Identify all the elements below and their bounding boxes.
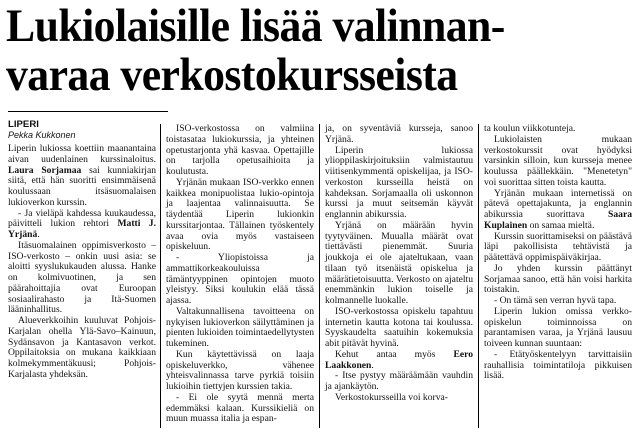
paragraph-text: Yrjänän mukaan ISO-verkko ennen kaikkea monipuolistaa lukio-opintoja ja laajentaa valinnaisuutta. Se täydentää Liperin lukionkin kurssitarjontaa. Tällainen työskentely avaa ovia myös vastaiseen opiskeluun. [166, 176, 314, 253]
headline-rule [8, 111, 168, 112]
paragraph-text-rest: sai kunniakirjan siitä, että hän suoritti ensimmäisenä koulussaan itsäsuomalaisen lukioverkon kurssin. [8, 164, 157, 208]
headline-line-1: Lukiolaisille lisää valinnan- [6, 0, 505, 52]
person-name: Laura Sorjamaa [8, 164, 82, 176]
paragraph-text: Liperin lukion omissa verkko-opiskelun toiminnoissa on parantamisen varaa, ja Yrjänä lausuu toiveen kunnan suuntaan: [484, 305, 632, 349]
article-column-3 [325, 124, 473, 404]
byline: Pekka Kukkonen [8, 130, 76, 140]
paragraph-text-rest: . [371, 359, 374, 371]
paragraph-text: - Etätyöskentelyyn tarvittaisiin rauhallisia toimintatiloja pikkuisen lisää. [484, 348, 632, 382]
paragraph-text: ISO-verkostossa on valmiina toistasataa lukiokurssia, ja yhteinen opetustarjonta yhä kasvaa. Opettajille on tarjolla opetusaihioita ja koulutusta. [166, 123, 314, 177]
paragraph [484, 307, 632, 350]
paragraph [8, 209, 156, 241]
paragraph-text-rest: . [37, 229, 40, 240]
paragraph-text: ta koulun viikkotunteja. [484, 123, 576, 134]
paragraph [325, 307, 473, 350]
paragraph-text: - Ei ole syytä mennä merta edemmäksi kalaan. Kurssikieliä on muun muassa italia ja espan- [166, 391, 314, 425]
paragraph [484, 232, 632, 264]
person-name: Eero Laakkonen [325, 348, 473, 371]
paragraph-text-rest: on samaa mieltä. [527, 219, 595, 231]
paragraph-text: Lukiolaisten mukaan verkostokurssit ovat hyödyksi varsinkin silloin, kun kursseja menee koulussa päällekkäin. "Menetetyn" voi suorittaa sitten toista kautta. [484, 133, 632, 188]
paragraph-text: Kehut antaa myös [335, 348, 454, 360]
column-divider-3 [478, 124, 479, 428]
person-name: Saara Kuplainen [484, 209, 632, 231]
paragraph [325, 124, 473, 146]
paragraph-text: ISO-verkostossa opiskelu tapahtuu internetin kautta kotona tai koulussa. Syyskaudelta saatuihin kokemuksia abit pitävät hyvinä. [325, 305, 473, 349]
paragraph [166, 178, 314, 253]
column-divider-1 [160, 124, 161, 428]
paragraph [166, 253, 314, 307]
paragraph-text: ja, on syventäviä kursseja, sanoo Yrjänä. [325, 123, 473, 145]
headline [6, 2, 592, 100]
paragraph-text: Liperin lukiossa koettiin maanantaina aivan uudenlainen kurssinaloitus. [8, 143, 156, 165]
paragraph-text: Valtakunnallisena tavoitteena on nykyisen lukioverkon säilyttäminen ja pienten lukioiden toimintaedellytysten tukeminen. [166, 305, 314, 349]
paragraph-text: - Itse pystyy määräämään vauhdin ja ajankäytön. [325, 370, 473, 392]
paragraph [325, 146, 473, 221]
article-column-1 [8, 120, 156, 381]
paragraph-text: Alueverkkoihin kuuluvat Pohjois-Karjalan ohella Ylä-Savo–Kainuun, Sydänsavon ja Kantasavon verkot. Oppilaitoksia on mukana kaikkiaan kolmekymmentäkuusi; Pohjois-Karjalasta yhdeksän. [8, 315, 156, 380]
paragraph [484, 350, 632, 382]
column-divider-2 [319, 124, 320, 428]
paragraph [166, 307, 314, 350]
paragraph [166, 393, 314, 425]
paragraph-text: Yrjänä on määrään hyvin tyytyväinen. Muualla määrät ovat tiettävästi pienemmät. Suuria joukkoja ei ole ajateltukaan, vaan tilaan työ itsenäistä opiskelua ja määrätietoisuutta. Verkosto on ajateltu enemmänkin lukion toiselle ja kolmannelle luokalle. [325, 219, 473, 306]
paragraph [484, 189, 632, 232]
paragraph-text: - Ja vieläpä kahdessa kuukaudessa, päivitteli lukion rehtori [8, 207, 156, 230]
paragraph [166, 124, 314, 178]
paragraph-text: Yrjänän mukaan internetissä on pätevä opettajakunta, ja englannin abikurssia suorittava [484, 187, 632, 220]
paragraph-text: Jo yhden kurssin päättänyt Sorjamaa sanoo, että hän voisi harkita toistakin. [484, 262, 632, 296]
paragraph-text: - Yliopistoissa ja ammattikorkeakouluissa tämäntyyppinen opintojen muoto yleistyy. Siksi koulukin elää tässä ajassa. [166, 252, 314, 306]
article-column-4 [484, 124, 632, 382]
paragraph [325, 350, 473, 372]
paragraph [8, 144, 156, 209]
paragraph-text: Kurssin suorittamiseksi on päästävä läpi pakollisista tehtävistä ja päätettävä oppimispäiväkirjaa. [484, 230, 632, 263]
paragraph [325, 221, 473, 307]
person-name: Matti J. Yrjänä [8, 218, 156, 240]
paragraph [325, 393, 473, 404]
article-column-2 [166, 124, 314, 425]
dateline-location: LIPERI [8, 119, 39, 130]
paragraph [166, 350, 314, 393]
paragraph [8, 241, 156, 316]
paragraph [8, 316, 156, 381]
paragraph-text: Itäsuomalainen oppimisverkosto – ISO-verkosto – onkin uusi asia: se aloitti syyslukukauden alussa. Hanke on kolmivuotinen, ja sen päärahoittajia ovat Euroopan sosiaalirahasto ja Itä-Suomen lääninhallitus. [8, 239, 156, 316]
paragraph [484, 264, 632, 296]
paragraph [325, 371, 473, 393]
paragraph-text: Kun käytettävissä on laaja opiskeluverkko, vähenee yhteisvalinnassa tarve pyrkiä toisiin lukioihin tiettyjen kurssien takia. [166, 348, 314, 392]
paragraph [484, 135, 632, 189]
paragraph-text: Liperin lukiossa ylioppilaskirjoituksiin valmistautuu viitisenkymmentä opiskelijaa, ja ISO-verkoston kursseilla heistä on kahdeksan. Sorjamaalla oli uskonnon kurssi ja muut seitsemän käyvät englannin abikurssia. [325, 144, 473, 220]
paragraph-text: Verkostokursseilla voi korva- [335, 391, 448, 403]
paragraph-text: - On tämä sen verran hyvä tapa. [494, 295, 617, 306]
headline-line-2: varaa verkostokursseista [6, 49, 458, 101]
